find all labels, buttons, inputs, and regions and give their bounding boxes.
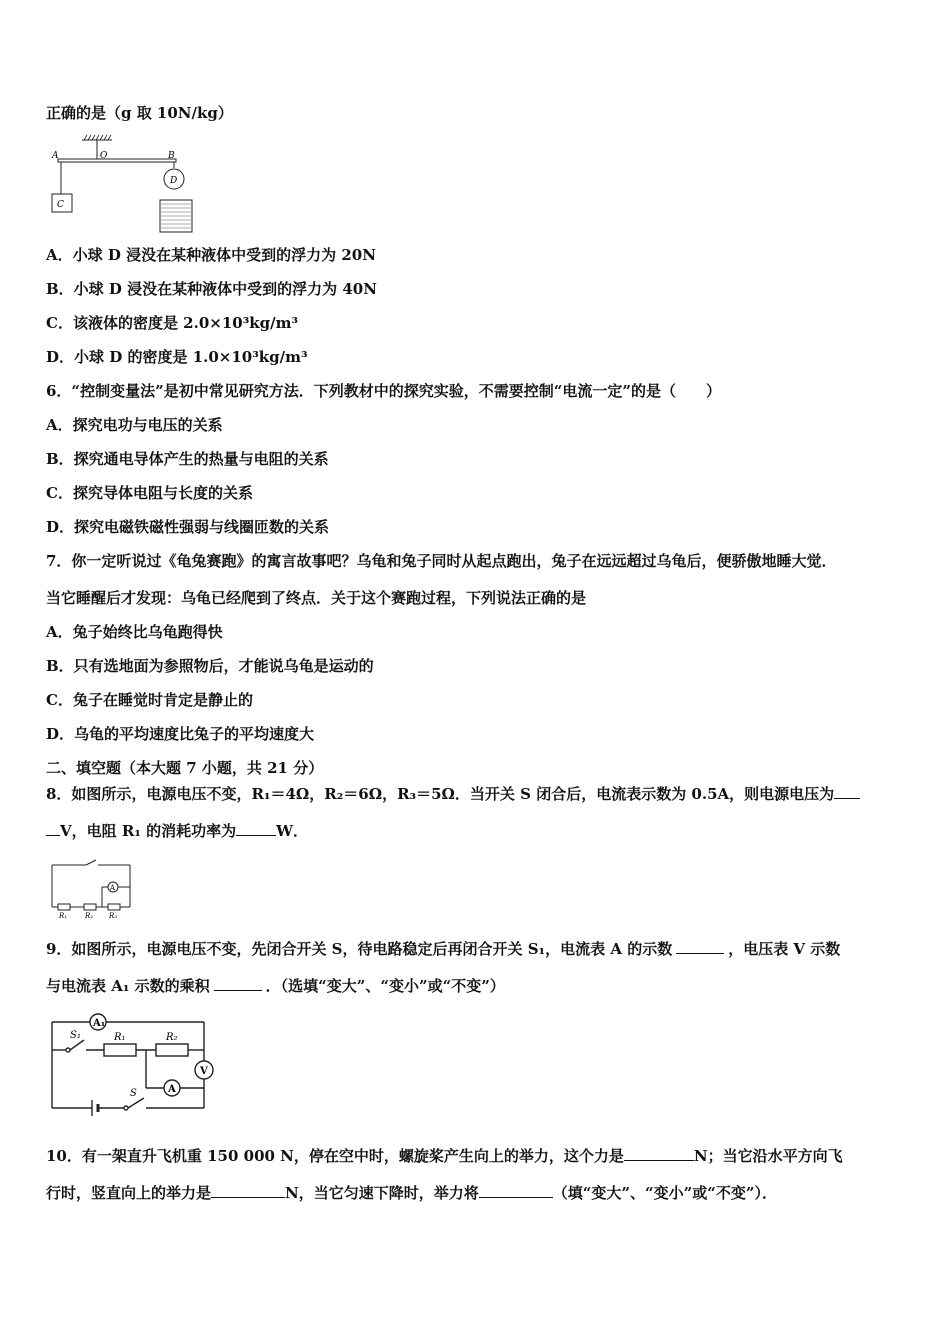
q7-stem-line1: 7．你一定听说过《龟兔赛跑》的寓言故事吧？乌龟和兔子同时从起点跑出，兔子在远远超过乌龟后，便骄傲地睡大觉． <box>46 552 837 570</box>
q8-meter-label: A <box>110 884 116 892</box>
q10-blank-3[interactable] <box>479 1183 553 1198</box>
q9-circuit-figure <box>44 1012 216 1122</box>
q10-line2-a: 行时，竖直向上的举力是 <box>46 1184 212 1202</box>
q7-option-b: B．只有选地面为参照物后，才能说乌龟是运动的 <box>46 657 374 675</box>
q9-a1-label: A₁ <box>93 1018 106 1029</box>
q8-line2 <box>46 821 308 841</box>
q9-line1-b: ，电压表 V 示数 <box>728 940 841 958</box>
q10-line1-b: N；当它沿水平方向飞 <box>693 1147 843 1165</box>
q8-line1-text: 8．如图所示，电源电压不变，R₁＝4Ω，R₂＝6Ω，R₃＝5Ω．当开关 S 闭合后，电流表示数为 0.5A，则电源电压为 <box>46 785 835 803</box>
q10-line2-c: （填“变大”、“变小”或“不变”）． <box>552 1184 778 1202</box>
q8-line2-b: W． <box>276 822 308 840</box>
q9-blank-1[interactable] <box>676 939 724 954</box>
label-a: A <box>52 151 59 161</box>
q5-option-a: A．小球 D 浸没在某种液体中受到的浮力为 20N <box>46 246 376 264</box>
q6-option-d: D．探究电磁铁磁性强弱与线圈匝数的关系 <box>46 518 330 536</box>
q8-circuit-figure <box>46 857 136 921</box>
q6-stem: 6．“控制变量法”是初中常见研究方法．下列教材中的探究实验，不需要控制“电流一定”的是（ ） <box>46 382 721 400</box>
section-2-heading: 二、填空题（本大题 7 小题，共 21 分） <box>46 759 324 777</box>
q6-option-b: B．探究通电导体产生的热量与电阻的关系 <box>46 450 329 468</box>
q8-line1 <box>46 784 860 804</box>
q7-option-c: C．兔子在睡觉时肯定是静止的 <box>46 691 253 709</box>
q9-line2-a: 与电流表 A₁ 示数的乘积 <box>46 977 210 995</box>
label-c: C <box>57 200 64 210</box>
q9-line2 <box>46 976 505 996</box>
q9-a-label: A <box>168 1084 176 1095</box>
q10-line1 <box>46 1146 843 1166</box>
q9-line2-b: ．（选填“变大”、“变小”或“不变”） <box>265 977 505 995</box>
q9-r1-label: R₁ <box>114 1032 126 1043</box>
q9-blank-2[interactable] <box>214 976 262 991</box>
q9-line1-a: 9．如图所示，电源电压不变，先闭合开关 S，待电路稳定后再闭合开关 S₁，电流表 A 的示数 <box>46 940 673 958</box>
q10-blank-1[interactable] <box>624 1146 694 1161</box>
q6-option-a: A．探究电功与电压的关系 <box>46 416 223 434</box>
q9-line1 <box>46 939 840 959</box>
q8-r1-label: R₁ <box>59 912 68 920</box>
q8-r3-label: R₃ <box>109 912 118 920</box>
q7-option-a: A．兔子始终比乌龟跑得快 <box>46 623 223 641</box>
q8-blank-1b[interactable] <box>46 821 60 836</box>
q5-stem-end: 正确的是（g 取 10N/kg） <box>46 104 233 122</box>
q9-v-label: V <box>200 1066 208 1077</box>
q8-blank-2[interactable] <box>236 821 276 836</box>
q9-r2-label: R₂ <box>166 1032 178 1043</box>
q10-blank-2[interactable] <box>211 1183 285 1198</box>
q7-stem-line2: 当它睡醒后才发现：乌龟已经爬到了终点．关于这个赛跑过程，下列说法正确的是 <box>46 589 587 607</box>
label-b: B <box>168 151 175 161</box>
q8-r2-label: R₂ <box>85 912 94 920</box>
q10-line2-b: N，当它匀速下降时，举力将 <box>285 1184 479 1202</box>
q8-blank-1a[interactable] <box>834 784 860 799</box>
q9-s1-label: S₁ <box>70 1030 81 1041</box>
q10-line1-a: 10．有一架直升飞机重 150 000 N，停在空中时，螺旋桨产生向上的举力，这个力是 <box>46 1147 624 1165</box>
label-o: O <box>100 151 108 161</box>
q5-option-b: B．小球 D 浸没在某种液体中受到的浮力为 40N <box>46 280 377 298</box>
q6-option-c: C．探究导体电阻与长度的关系 <box>46 484 253 502</box>
q5-option-c: C．该液体的密度是 2.0×10³kg/m³ <box>46 314 299 332</box>
q8-line2-a: V，电阻 R₁ 的消耗功率为 <box>60 822 237 840</box>
q7-option-d: D．乌龟的平均速度比兔子的平均速度大 <box>46 725 315 743</box>
label-d: D <box>170 176 178 186</box>
q5-option-d: D．小球 D 的密度是 1.0×10³kg/m³ <box>46 348 308 366</box>
q9-s-label: S <box>130 1088 137 1099</box>
q10-line2 <box>46 1183 777 1203</box>
q5-lever-figure <box>44 134 204 234</box>
